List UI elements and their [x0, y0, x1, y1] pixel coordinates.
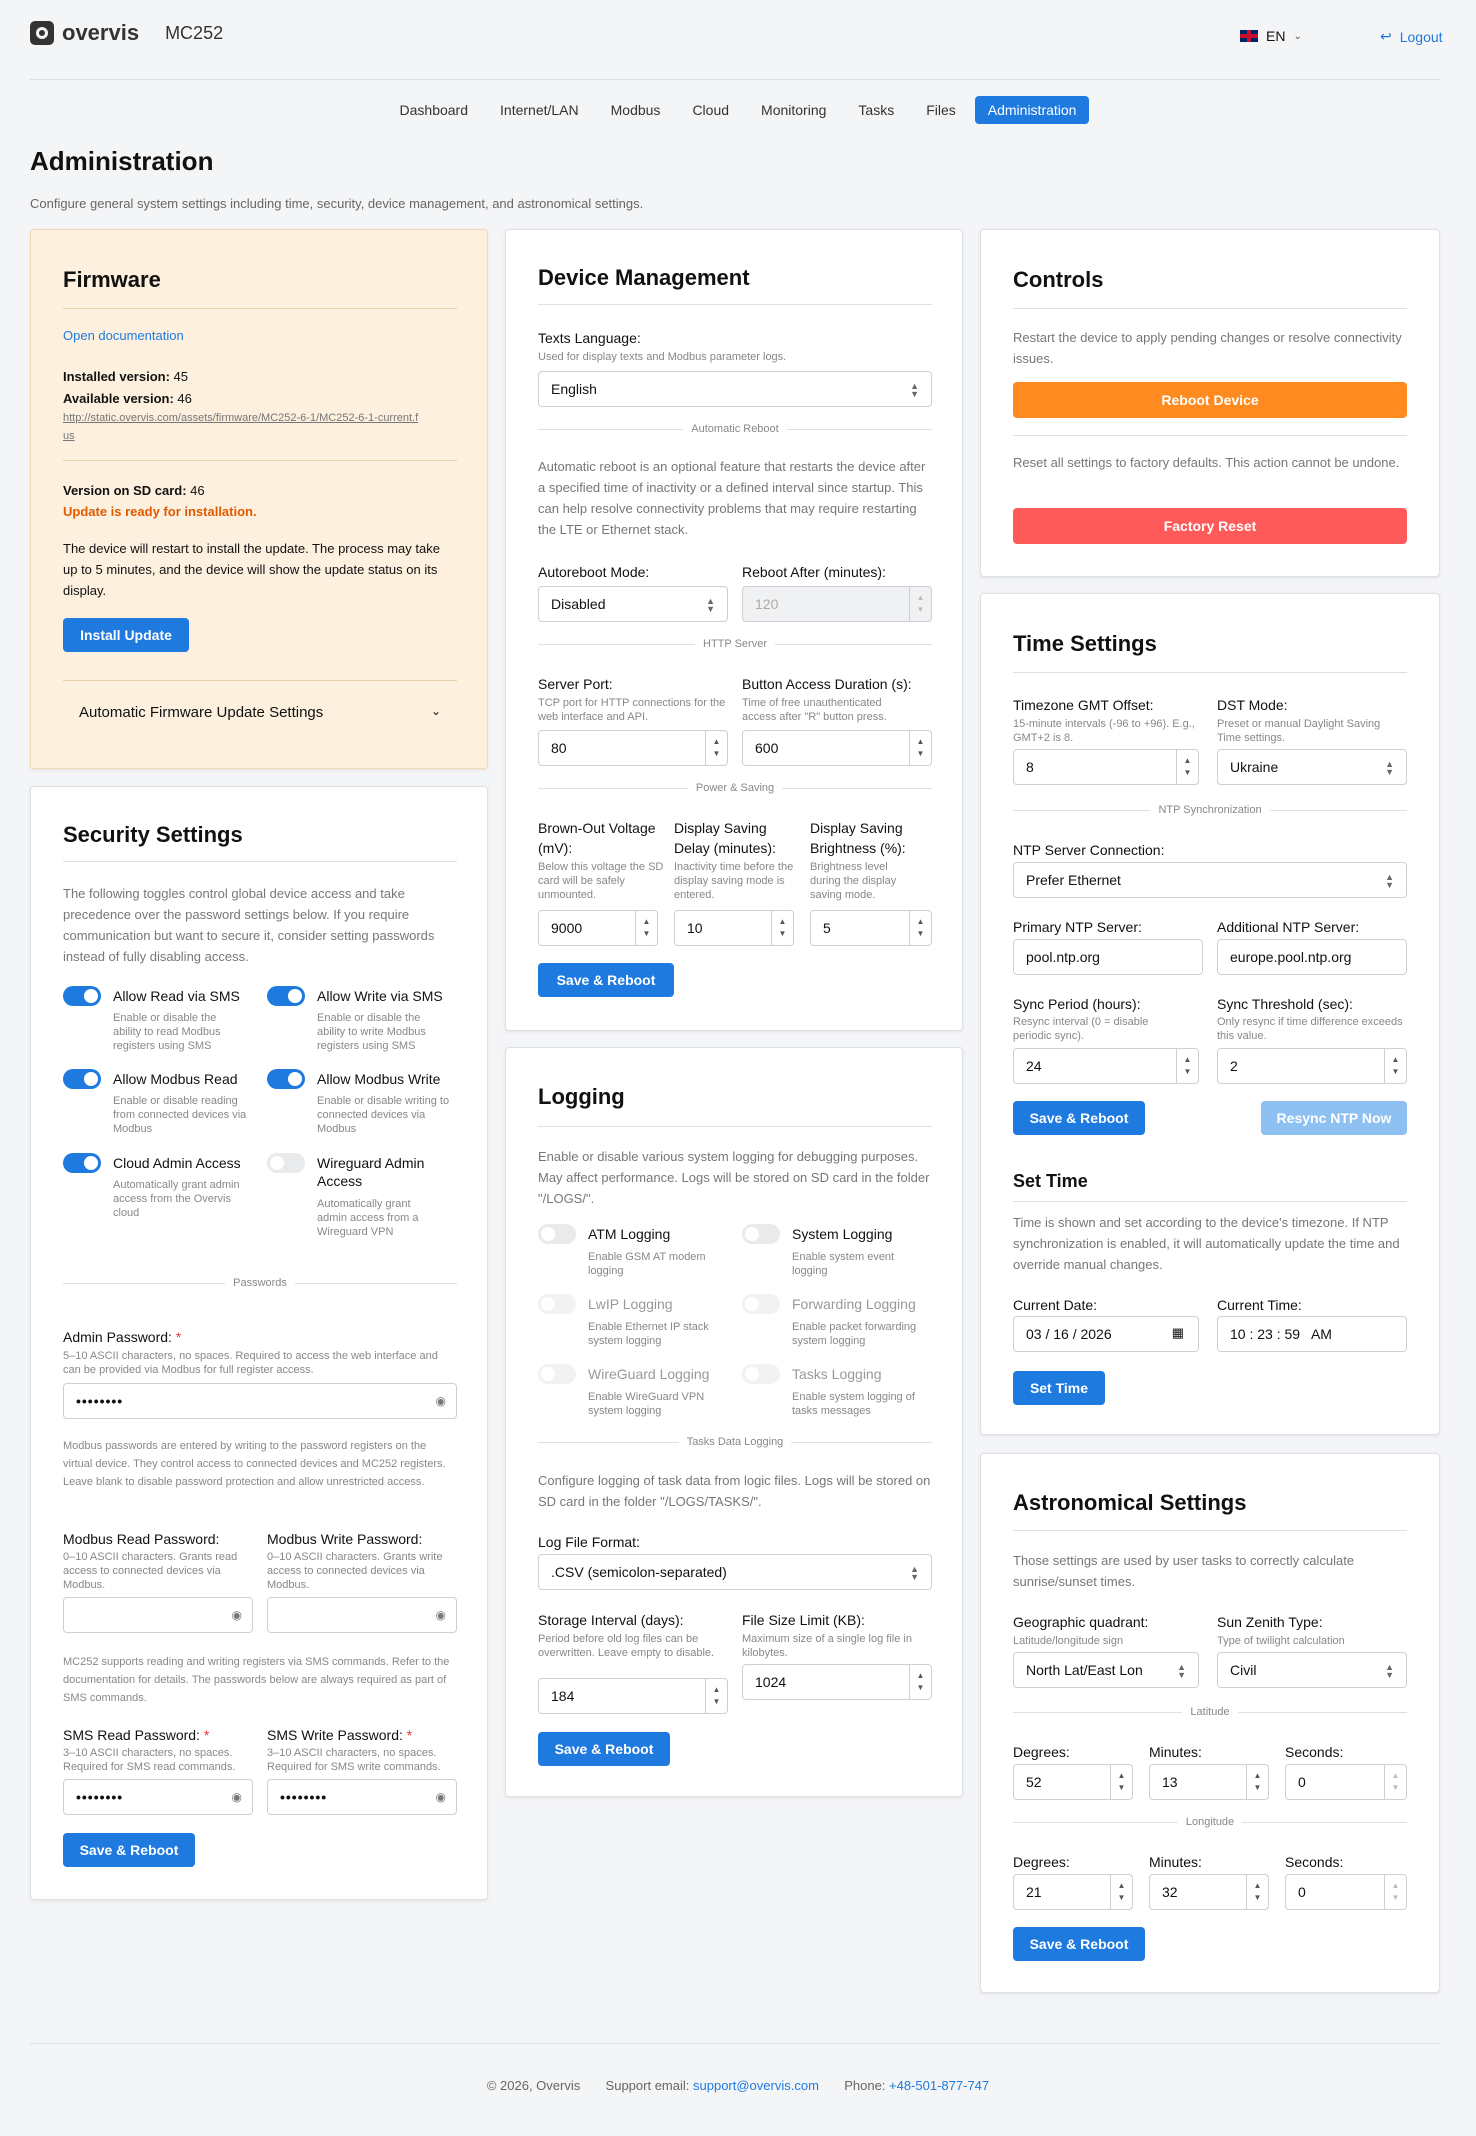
admin-password-label: Admin Password: [63, 1329, 172, 1345]
sun-zenith-label: Sun Zenith Type: [1217, 1614, 1323, 1630]
reboot-note: Restart the device to apply pending changes or resolve connectivity issues. [1013, 330, 1402, 366]
sms-password-note: MC252 supports reading and writing registers via SMS commands. Refer to the documentation for details. The passwords below are always required as part of SMS commands. [63, 1656, 450, 1704]
longitude-degrees-input[interactable]: 21 ▲ ▼ [1013, 1874, 1133, 1910]
lwip-logging-toggle[interactable] [538, 1294, 576, 1314]
language-selector[interactable] [1240, 28, 1302, 44]
latitude-minutes-input[interactable]: 13 ▲ ▼ [1149, 1764, 1269, 1800]
tasks-data-logging-note: Configure logging of task data from logic files. Logs will be stored on SD card in the folder "/LOGS/TASKS/". [538, 1473, 931, 1509]
autoreboot-mode-label: Autoreboot Mode: [538, 564, 650, 580]
button-access-duration-input[interactable]: 600 ▲ ▼ [742, 730, 932, 766]
dst-mode-label: DST Mode: [1217, 697, 1288, 713]
latitude-degrees-input[interactable]: 52 ▲ ▼ [1013, 1764, 1133, 1800]
available-version-label: Available version: [63, 391, 174, 406]
security-card: Security Settings The following toggles control global device access and take precedence over the password settings below. If you require communication but want to secure it, consider setting passwords instead of fully disabling access. Allow Read via SMS Enable or disable the ability to read Modbus registers using SMS Allow Write via SMS Enable or disable the ability to write Modbus registers using SMS Allow Modbus Read Enable or disable reading from connected devices via Modbus Allow Modbus Write Enable or disable writing to connected devices via Modbus Cloud Admin Access Automatically grant admin access from the Overvis cloud Wireguard Admin Access Automatically grant admin access from a Wireguard VPN Passwords Admin Password: * 5–10 ASCII characters, no spaces. Required to access the web interface and can be provided via Modbus for full register access. •••••••• ◉ Modbus passwords are entered by writing to the password registers on the virtual device. They control access to connected devices and MC252 registers. Leave blank to disable password protection and allow unrestricted access. Modbus Read Password: 0–10 ASCII characters. Grants read access to connected devices via Modbus. ◉ Modbus Write Password: 0–10 ASCII characters. Grants write access to connected devices via Modbus. ◉ MC252 supports reading and writing registers via SMS commands. Refer to the documentation for details. The passwords below are always required as part of SMS commands. SMS Read Password: * 3–10 ASCII characters, no spaces. Required for SMS read commands. •••••••• ◉ SMS Write Password: * 3–10 ASCII characters, no spaces. Required for SMS write commands. •••••••• ◉ Save & Reboot [30, 786, 488, 1900]
modbus-read-password-label: Modbus Read Password: [63, 1531, 220, 1547]
allow-modbus-read-label: Allow Modbus Read [113, 1071, 238, 1087]
sync-period-help: Resync interval (0 = disable periodic sync). [1013, 1016, 1149, 1042]
atm-logging-label: ATM Logging [588, 1226, 671, 1242]
modbus-write-password-input[interactable] [267, 1597, 457, 1633]
allow-read-sms-label: Allow Read via SMS [113, 988, 240, 1004]
current-date-input[interactable]: 03 / 16 / 2026 ▦ [1013, 1316, 1199, 1352]
auto-firmware-update-label: Automatic Firmware Update Settings [79, 704, 324, 721]
timezone-help: 15-minute intervals (-96 to +96). E.g., GMT+2 is 8. [1013, 718, 1195, 744]
system-logging-label: System Logging [792, 1226, 893, 1242]
modbus-read-password-help: 0–10 ASCII characters. Grants read access to connected devices via Modbus. [63, 1551, 238, 1591]
auto-firmware-update-accordion[interactable] [79, 704, 441, 721]
display-saving-brightness-input[interactable]: 5 ▲ ▼ [810, 910, 932, 946]
tasks-logging-label: Tasks Logging [792, 1366, 882, 1382]
firmware-update-note: The device will restart to install the update. The process may take up to 5 minutes, and the device will show the update status on its display. [63, 541, 440, 598]
set-time-note: Time is shown and set according to the device's timezone. If NTP synchronization is enabled, it will automatically update the time and override manual changes. [1013, 1215, 1400, 1272]
sync-threshold-help: Only resync if time difference exceeds this value. [1217, 1016, 1403, 1042]
sms-read-password-label: SMS Read Password: [63, 1727, 200, 1743]
logging-title: Logging [538, 1084, 625, 1109]
sync-threshold-input[interactable]: 2 ▲ ▼ [1217, 1048, 1407, 1084]
button-access-duration-label: Button Access Duration (s): [742, 676, 912, 692]
page-title: Administration [30, 146, 214, 176]
allow-modbus-read-help: Enable or disable reading from connected devices via Modbus [113, 1095, 247, 1135]
phone-link[interactable]: +48-501-877-747 [889, 2078, 990, 2093]
lwip-logging-help: Enable Ethernet IP stack system logging [588, 1321, 709, 1347]
show-password-icon[interactable]: ◉ [231, 1608, 242, 1622]
allow-write-sms-help: Enable or disable the ability to write Modbus registers using SMS [317, 1012, 426, 1052]
wireguard-logging-toggle[interactable] [538, 1364, 576, 1384]
uk-flag-icon [1240, 30, 1258, 42]
display-saving-delay-label: Display Saving Delay (minutes): [674, 820, 776, 856]
storage-interval-help: Period before old log files can be overwritten. Leave empty to disable. [538, 1633, 715, 1659]
installed-version-label: Installed version: [63, 369, 170, 384]
sms-read-password-help: 3–10 ASCII characters, no spaces. Required for SMS read commands. [63, 1747, 236, 1773]
support-label: Support email: [605, 2078, 690, 2093]
logout-icon: ↩ [1380, 28, 1392, 44]
additional-ntp-label: Additional NTP Server: [1217, 919, 1360, 935]
logo-icon [30, 21, 54, 45]
texts-language-select[interactable]: English ▲ ▼ [538, 371, 932, 407]
wireguard-logging-help: Enable WireGuard VPN system logging [588, 1391, 705, 1417]
tasks-logging-help: Enable system logging of tasks messages [792, 1391, 915, 1417]
reboot-device-button[interactable]: Reboot Device [1013, 382, 1407, 418]
timezone-label: Timezone GMT Offset: [1013, 697, 1154, 713]
system-logging-help: Enable system event logging [792, 1251, 895, 1277]
forwarding-logging-help: Enable packet forwarding system logging [792, 1321, 917, 1347]
show-password-icon[interactable]: ◉ [435, 1394, 446, 1408]
tasks-data-logging-divider: Tasks Data Logging [538, 1436, 932, 1448]
wireguard-admin-access-help: Automatically grant admin access from a Wireguard VPN [317, 1198, 419, 1238]
display-saving-brightness-help: Brightness level during the display saving mode. [810, 861, 897, 901]
sms-write-password-help: 3–10 ASCII characters, no spaces. Required for SMS write commands. [267, 1747, 441, 1773]
open-documentation-link[interactable]: Open documentation [63, 328, 184, 343]
time-settings-title: Time Settings [1013, 631, 1157, 656]
current-time-input[interactable]: 10 : 23 : 59 AM [1217, 1316, 1407, 1352]
brown-out-voltage-input[interactable]: 9000 ▲ ▼ [538, 910, 658, 946]
brand-name: overvis [62, 20, 140, 45]
longitude-seconds-label: Seconds: [1285, 1854, 1344, 1870]
brown-out-voltage-label: Brown-Out Voltage (mV): [538, 820, 656, 856]
primary-ntp-label: Primary NTP Server: [1013, 919, 1142, 935]
wireguard-logging-label: WireGuard Logging [588, 1366, 710, 1382]
allow-write-sms-label: Allow Write via SMS [317, 988, 443, 1004]
reboot-after-label: Reboot After (minutes): [742, 564, 886, 580]
longitude-minutes-input[interactable]: 32 ▲ ▼ [1149, 1874, 1269, 1910]
available-version: 46 [177, 391, 192, 406]
tab-monitoring[interactable]: Monitoring [761, 102, 827, 118]
installed-version: 45 [173, 369, 189, 384]
primary-ntp-input[interactable]: pool.ntp.org [1013, 939, 1203, 975]
device-model: MC252 [165, 22, 224, 43]
chevron-down-icon: ⌄ [1293, 30, 1302, 42]
allow-modbus-read-toggle[interactable] [63, 1069, 101, 1089]
tasks-logging-toggle[interactable] [742, 1364, 780, 1384]
file-size-limit-input[interactable]: 1024 ▲ ▼ [742, 1664, 932, 1700]
latitude-degrees-label: Degrees: [1013, 1744, 1070, 1760]
modbus-password-note: Modbus passwords are entered by writing to the password registers on the virtual device. They control access to connected devices and MC252 registers. Leave blank to disable password protection and allow unrestricted access. [63, 1440, 446, 1488]
modbus-write-password-help: 0–10 ASCII characters. Grants write access to connected devices via Modbus. [267, 1551, 443, 1591]
timezone-input[interactable]: 8 ▲ ▼ [1013, 749, 1199, 785]
storage-interval-label: Storage Interval (days): [538, 1612, 684, 1628]
server-port-label: Server Port: [538, 676, 613, 692]
page-subtitle: Configure general system settings including time, security, device management, and astronomical settings. [30, 196, 644, 211]
latitude-minutes-label: Minutes: [1149, 1744, 1202, 1760]
display-saving-delay-help: Inactivity time before the display saving mode is entered. [674, 861, 794, 901]
logo[interactable] [30, 20, 223, 46]
logging-intro: Enable or disable various system logging for debugging purposes. May affect performance. Logs will be stored on SD card in the folder "/LOGS/". [538, 1149, 930, 1206]
autoreboot-mode-select[interactable]: Disabled ▲ ▼ [538, 586, 728, 622]
modbus-write-password-label: Modbus Write Password: [267, 1531, 423, 1547]
firmware-title: Firmware [63, 267, 161, 292]
tab-cloud[interactable]: Cloud [692, 102, 730, 118]
footer-copyright: © 2026, Overvis [486, 2078, 581, 2093]
wireguard-admin-access-label: Wireguard Admin Access [317, 1155, 425, 1189]
texts-language-label: Texts Language: [538, 330, 641, 346]
support-email-link[interactable]: support@overvis.com [693, 2078, 819, 2093]
tab-modbus[interactable]: Modbus [610, 102, 661, 118]
automatic-reboot-note: Automatic reboot is an optional feature that restarts the device after a specified time of inactivity or a defined interval since startup. This can help resolve connectivity problems that may require restarting the LTE or Ethernet stack. [538, 459, 926, 537]
dst-mode-help: Preset or manual Daylight Saving Time settings. [1217, 718, 1381, 744]
allow-write-sms-toggle[interactable] [267, 986, 305, 1006]
sun-zenith-help: Type of twilight calculation [1217, 1635, 1345, 1647]
security-intro: The following toggles control global device access and take precedence over the password settings below. If you require communication but want to secure it, consider setting passwords instead of fully disabling access. [63, 886, 435, 964]
allow-modbus-write-help: Enable or disable writing to connected devices via Modbus [317, 1095, 450, 1135]
admin-password-input[interactable]: •••••••• ◉ [63, 1383, 457, 1419]
allow-modbus-write-toggle[interactable] [267, 1069, 305, 1089]
allow-read-sms-help: Enable or disable the ability to read Modbus registers using SMS [113, 1012, 221, 1052]
log-file-format-label: Log File Format: [538, 1534, 640, 1550]
astronomical-card [980, 1453, 1440, 1993]
longitude-divider: Longitude [1013, 1816, 1407, 1828]
geographic-quadrant-select[interactable]: North Lat/East Lon ▲ ▼ [1013, 1652, 1199, 1688]
astronomical-note: Those settings are used by user tasks to correctly calculate sunrise/sunset times. [1013, 1553, 1355, 1589]
http-server-divider: HTTP Server [538, 638, 932, 650]
server-port-help: TCP port for HTTP connections for the web interface and API. [538, 697, 726, 723]
device-save-reboot-button[interactable]: Save & Reboot [538, 963, 674, 997]
latitude-divider: Latitude [1013, 1706, 1407, 1718]
sms-read-password-input[interactable]: •••••••• ◉ [63, 1779, 253, 1815]
main-nav [0, 96, 1476, 124]
current-time-label: Current Time: [1217, 1297, 1302, 1313]
additional-ntp-input[interactable]: europe.pool.ntp.org [1217, 939, 1407, 975]
current-date-label: Current Date: [1013, 1297, 1098, 1313]
top-bar [30, 0, 1443, 80]
latitude-seconds-input[interactable]: 0 ▲ ▼ [1285, 1764, 1407, 1800]
atm-logging-toggle[interactable] [538, 1224, 576, 1244]
logout-label: Logout [1399, 28, 1443, 45]
firmware-url[interactable]: http://static.overvis.com/assets/firmware/MC252-6-1/MC252-6-1-current.fus [63, 412, 419, 442]
admin-password-help: 5–10 ASCII characters, no spaces. Required to access the web interface and can be provided via Modbus for full register access. [63, 1350, 438, 1376]
resync-ntp-button[interactable]: Resync NTP Now [1261, 1101, 1407, 1135]
calendar-icon[interactable]: ▦ [1171, 1325, 1184, 1340]
power-saving-divider: Power & Saving [538, 782, 932, 794]
language-code: EN [1266, 28, 1286, 44]
geographic-quadrant-label: Geographic quadrant: [1013, 1614, 1149, 1630]
sun-zenith-select[interactable]: Civil ▲ ▼ [1217, 1652, 1407, 1688]
cloud-admin-access-label: Cloud Admin Access [113, 1155, 241, 1171]
show-password-icon[interactable]: ◉ [231, 1790, 242, 1804]
geographic-quadrant-help: Latitude/longitude sign [1013, 1635, 1124, 1647]
tab-dashboard[interactable]: Dashboard [399, 102, 469, 118]
file-size-limit-label: File Size Limit (KB): [742, 1612, 865, 1628]
logout-link[interactable] [1380, 28, 1443, 45]
device-management-title: Device Management [538, 265, 750, 290]
brown-out-voltage-help: Below this voltage the SD card will be safely unmounted. [538, 861, 664, 901]
longitude-seconds-input[interactable]: 0 ▲ ▼ [1285, 1874, 1407, 1910]
storage-interval-input[interactable]: 184 ▲ ▼ [538, 1678, 728, 1714]
sync-period-input[interactable]: 24 ▲ ▼ [1013, 1048, 1199, 1084]
forwarding-logging-label: Forwarding Logging [792, 1296, 916, 1312]
astronomical-title: Astronomical Settings [1013, 1490, 1247, 1515]
allow-read-sms-toggle[interactable] [63, 986, 101, 1006]
automatic-reboot-divider: Automatic Reboot [538, 423, 932, 435]
passwords-divider: Passwords [63, 1277, 457, 1289]
firmware-card [30, 229, 488, 769]
security-save-reboot-button[interactable]: Save & Reboot [63, 1833, 195, 1867]
sd-version: 46 [190, 483, 205, 498]
footer [0, 2078, 1476, 2093]
dst-mode-select[interactable]: Ukraine ▲ ▼ [1217, 749, 1407, 785]
wireguard-admin-access-toggle[interactable] [267, 1153, 305, 1173]
longitude-degrees-label: Degrees: [1013, 1854, 1070, 1870]
sd-version-label: Version on SD card: [63, 483, 187, 498]
sync-period-label: Sync Period (hours): [1013, 996, 1141, 1012]
modbus-read-password-input[interactable] [63, 1597, 253, 1633]
ntp-connection-label: NTP Server Connection: [1013, 842, 1165, 858]
tab-internet-lan[interactable]: Internet/LAN [500, 102, 579, 118]
astronomical-save-reboot-button[interactable]: Save & Reboot [1013, 1927, 1145, 1961]
ntp-synchronization-divider: NTP Synchronization [1013, 804, 1407, 816]
file-size-limit-help: Maximum size of a single log file in kilobytes. [742, 1633, 912, 1659]
ntp-connection-select[interactable]: Prefer Ethernet ▲ ▼ [1013, 862, 1407, 898]
set-time-button[interactable]: Set Time [1013, 1371, 1105, 1405]
logging-save-reboot-button[interactable]: Save & Reboot [538, 1732, 670, 1766]
device-management-card [505, 229, 963, 1031]
lwip-logging-label: LwIP Logging [588, 1296, 673, 1312]
system-logging-toggle[interactable] [742, 1224, 780, 1244]
show-password-icon[interactable]: ◉ [435, 1608, 446, 1622]
tab-tasks[interactable]: Tasks [858, 102, 895, 118]
sms-write-password-input[interactable]: •••••••• ◉ [267, 1779, 457, 1815]
show-password-icon[interactable]: ◉ [435, 1790, 446, 1804]
cloud-admin-access-help: Automatically grant admin access from the Overvis cloud [113, 1179, 240, 1219]
install-update-button[interactable]: Install Update [63, 618, 189, 652]
sync-threshold-label: Sync Threshold (sec): [1217, 996, 1353, 1012]
atm-logging-help: Enable GSM AT modem logging [588, 1251, 706, 1277]
button-access-duration-help: Time of free unauthenticated access after "R" button press. [742, 697, 887, 723]
logging-card [505, 1047, 963, 1797]
latitude-seconds-label: Seconds: [1285, 1744, 1344, 1760]
tab-files[interactable]: Files [926, 102, 956, 118]
display-saving-delay-input[interactable]: 10 ▲ ▼ [674, 910, 794, 946]
security-title: Security Settings [63, 822, 243, 847]
controls-title: Controls [1013, 267, 1104, 292]
server-port-input[interactable]: 80 ▲ ▼ [538, 730, 728, 766]
footer-divider [30, 2043, 1440, 2044]
cloud-admin-access-toggle[interactable] [63, 1153, 101, 1173]
texts-language-help: Used for display texts and Modbus parameter logs. [538, 351, 787, 363]
tab-administration[interactable]: Administration [975, 96, 1090, 124]
factory-reset-note: Reset all settings to factory defaults. This action cannot be undone. [1013, 455, 1400, 470]
update-ready-status: Update is ready for installation. [63, 504, 257, 519]
display-saving-brightness-label: Display Saving Brightness (%): [810, 820, 906, 856]
phone-label: Phone: [844, 2078, 886, 2093]
factory-reset-button[interactable]: Factory Reset [1013, 508, 1407, 544]
chevron-down-icon: ⌄ [430, 704, 441, 718]
reboot-after-input[interactable]: 120 ▲ ▼ [742, 586, 932, 622]
controls-card [980, 229, 1440, 577]
longitude-minutes-label: Minutes: [1149, 1854, 1202, 1870]
log-file-format-select[interactable]: .CSV (semicolon-separated) ▲ ▼ [538, 1554, 932, 1590]
time-save-reboot-button[interactable]: Save & Reboot [1013, 1101, 1145, 1135]
allow-modbus-write-label: Allow Modbus Write [317, 1071, 441, 1087]
time-settings-card [980, 593, 1440, 1435]
sms-write-password-label: SMS Write Password: [267, 1727, 403, 1743]
set-time-title: Set Time [1013, 1171, 1088, 1191]
forwarding-logging-toggle[interactable] [742, 1294, 780, 1314]
